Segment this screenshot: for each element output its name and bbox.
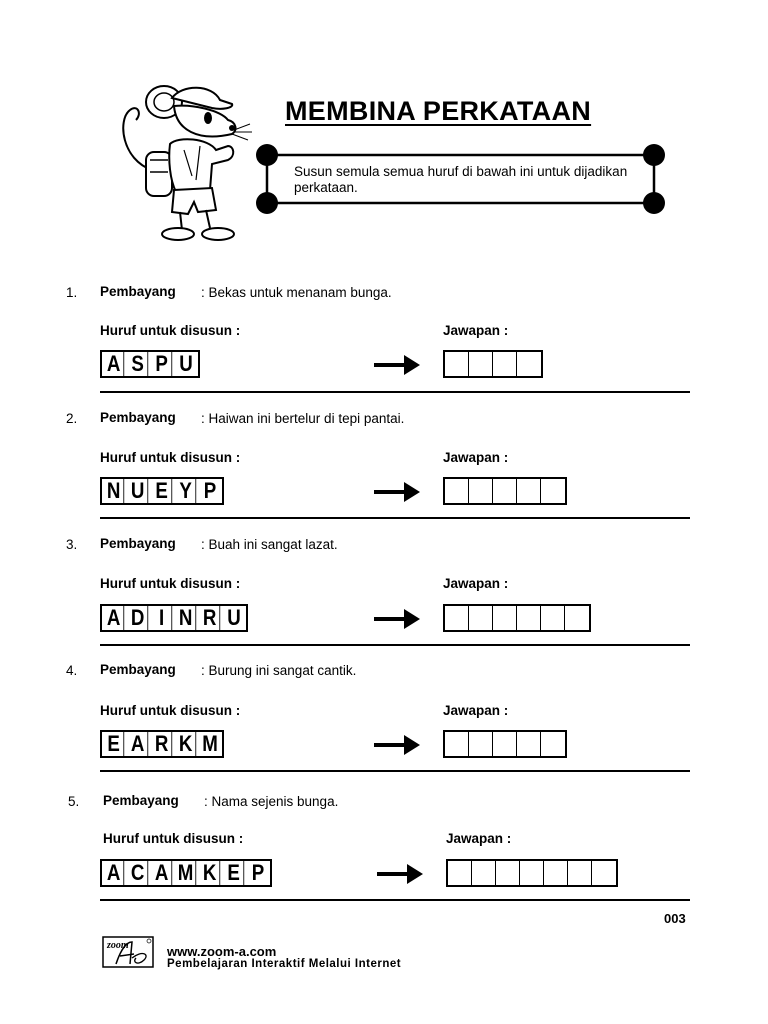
website-url[interactable]: www.zoom-a.com xyxy=(167,944,277,959)
answer-box[interactable] xyxy=(472,861,496,885)
answer-label: Jawapan : xyxy=(443,703,509,718)
letter-tile: E xyxy=(224,861,244,885)
question-number: 1. xyxy=(66,285,78,300)
letter-tile: A xyxy=(128,732,148,756)
scrambled-label: Huruf untuk disusun : xyxy=(100,323,241,338)
letter-tile: S xyxy=(128,352,148,376)
answer-box[interactable] xyxy=(517,479,541,503)
answer-box[interactable] xyxy=(541,732,565,756)
scrambled-label: Huruf untuk disusun : xyxy=(100,703,241,718)
letter-tile: M xyxy=(202,731,218,756)
answer-label: Jawapan : xyxy=(443,576,509,591)
scrambled-label: Huruf untuk disusun : xyxy=(103,831,244,846)
letter-tile: N xyxy=(104,479,124,503)
answer-box[interactable] xyxy=(493,352,517,376)
letter-tile: P xyxy=(251,860,265,885)
clue-text: : Haiwan ini bertelur di tepi pantai. xyxy=(201,411,405,426)
arrow-right-icon xyxy=(374,352,420,378)
letter-tile: A xyxy=(104,606,124,630)
answer-box[interactable] xyxy=(541,606,565,630)
scrambled-letters xyxy=(100,477,224,505)
clue-text: : Bekas untuk menanam bunga. xyxy=(201,285,392,300)
answer-box[interactable] xyxy=(541,479,565,503)
letter-tile: R xyxy=(200,606,220,630)
answer-box[interactable] xyxy=(517,352,541,376)
clue-label: Pembayang xyxy=(100,536,176,551)
letter-tile: A xyxy=(104,352,124,376)
scrambled-label: Huruf untuk disusun : xyxy=(100,450,241,465)
page-number: 003 xyxy=(664,911,686,926)
answer-box[interactable] xyxy=(493,606,517,630)
letter-tile: R xyxy=(152,732,172,756)
letter-tile: U xyxy=(227,605,241,630)
answer-box[interactable] xyxy=(445,606,469,630)
scrambled-letters xyxy=(100,730,224,758)
letter-tile: P xyxy=(203,478,217,503)
arrow-right-icon xyxy=(377,861,423,887)
answer-box[interactable] xyxy=(517,732,541,756)
svg-text:zoom: zoom xyxy=(107,940,129,951)
zoom-a-logo xyxy=(102,936,154,968)
clue-label: Pembayang xyxy=(100,284,176,299)
answer-box[interactable] xyxy=(493,732,517,756)
answer-boxes[interactable] xyxy=(443,350,543,378)
question-number: 5. xyxy=(68,794,80,809)
letter-tile: C xyxy=(128,861,148,885)
letter-tile: I xyxy=(152,606,172,630)
letter-tile: E xyxy=(104,732,124,756)
section-divider xyxy=(100,770,690,772)
scrambled-letters xyxy=(100,350,200,378)
answer-box[interactable] xyxy=(496,861,520,885)
answer-box[interactable] xyxy=(517,606,541,630)
clue-text: : Buah ini sangat lazat. xyxy=(201,537,338,552)
clue-label: Pembayang xyxy=(100,410,176,425)
clue-label: Pembayang xyxy=(103,793,179,808)
answer-boxes[interactable] xyxy=(443,604,591,632)
letter-tile: M xyxy=(176,861,196,885)
worksheet-title: MEMBINA PERKATAAN xyxy=(285,96,592,126)
question-number: 3. xyxy=(66,537,78,552)
answer-box[interactable] xyxy=(445,732,469,756)
instruction-text: Susun semula semua huruf di bawah ini untuk dijadikan perkataan. xyxy=(294,164,628,195)
answer-box[interactable] xyxy=(469,606,493,630)
scrambled-label: Huruf untuk disusun : xyxy=(100,576,241,591)
answer-label: Jawapan : xyxy=(443,450,509,465)
section-divider xyxy=(100,391,690,393)
scrambled-letters xyxy=(100,604,248,632)
letter-tile: K xyxy=(200,861,220,885)
letter-tile: K xyxy=(176,732,196,756)
answer-box[interactable] xyxy=(493,479,517,503)
answer-box[interactable] xyxy=(544,861,568,885)
footer-tagline: Pembelajaran Interaktif Melalui Internet xyxy=(167,958,402,970)
clue-text: : Burung ini sangat cantik. xyxy=(201,663,357,678)
letter-tile: D xyxy=(128,606,148,630)
answer-box[interactable] xyxy=(469,732,493,756)
mouse-mascot-illustration xyxy=(112,80,262,250)
clue-label: Pembayang xyxy=(100,662,176,677)
letter-tile: U xyxy=(128,479,148,503)
section-divider xyxy=(100,899,690,901)
scrambled-letters xyxy=(100,859,272,887)
section-divider xyxy=(100,517,690,519)
answer-box[interactable] xyxy=(565,606,589,630)
letter-tile: E xyxy=(152,479,172,503)
answer-box[interactable] xyxy=(520,861,544,885)
letter-tile: N xyxy=(176,606,196,630)
answer-boxes[interactable] xyxy=(443,477,567,505)
arrow-right-icon xyxy=(374,479,420,505)
arrow-right-icon xyxy=(374,732,420,758)
section-divider xyxy=(100,644,690,646)
answer-boxes[interactable] xyxy=(446,859,618,887)
question-number: 2. xyxy=(66,411,78,426)
answer-box[interactable] xyxy=(448,861,472,885)
answer-box[interactable] xyxy=(445,479,469,503)
answer-boxes[interactable] xyxy=(443,730,567,758)
letter-tile: P xyxy=(152,352,172,376)
answer-label: Jawapan : xyxy=(443,323,509,338)
answer-box[interactable] xyxy=(469,352,493,376)
letter-tile: U xyxy=(179,351,193,376)
letter-tile: Y xyxy=(176,479,196,503)
question-number: 4. xyxy=(66,663,78,678)
arrow-right-icon xyxy=(374,606,420,632)
letter-tile: A xyxy=(104,861,124,885)
answer-box[interactable] xyxy=(469,479,493,503)
answer-box[interactable] xyxy=(592,861,616,885)
answer-label: Jawapan : xyxy=(446,831,512,846)
answer-box[interactable] xyxy=(445,352,469,376)
answer-box[interactable] xyxy=(568,861,592,885)
letter-tile: A xyxy=(152,861,172,885)
clue-text: : Nama sejenis bunga. xyxy=(204,794,339,809)
